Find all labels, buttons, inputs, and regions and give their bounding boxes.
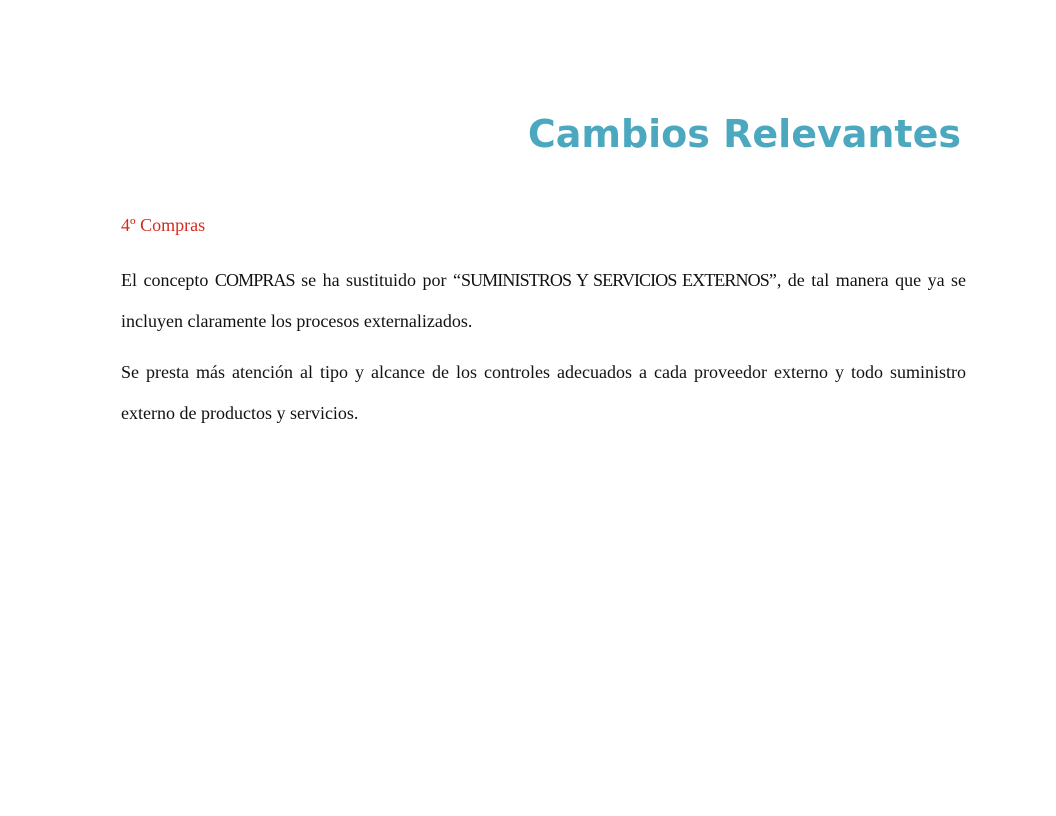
- paragraph-compras-change: [121, 260, 966, 342]
- paragraph-text: El concepto: [121, 270, 215, 290]
- paragraph-controls: Se presta más atención al tipo y alcance de los controles adecuados a cada proveedor externo y todo suministro externo de productos y servicios.: [121, 362, 966, 423]
- compras-term: COMPRAS: [214, 270, 295, 290]
- paragraph-text: se ha sustituido por “: [294, 270, 461, 290]
- suministros-term: SUMINISTROS Y SERVICIOS EXTERNOS: [460, 270, 769, 290]
- slide-body: [121, 212, 966, 444]
- section-heading: 4º Compras: [121, 215, 206, 235]
- paragraph-text: ”, de tal manera que ya se incluyen claramente los procesos externalizados.: [121, 270, 967, 331]
- slide-title: Cambios Relevantes: [527, 112, 961, 156]
